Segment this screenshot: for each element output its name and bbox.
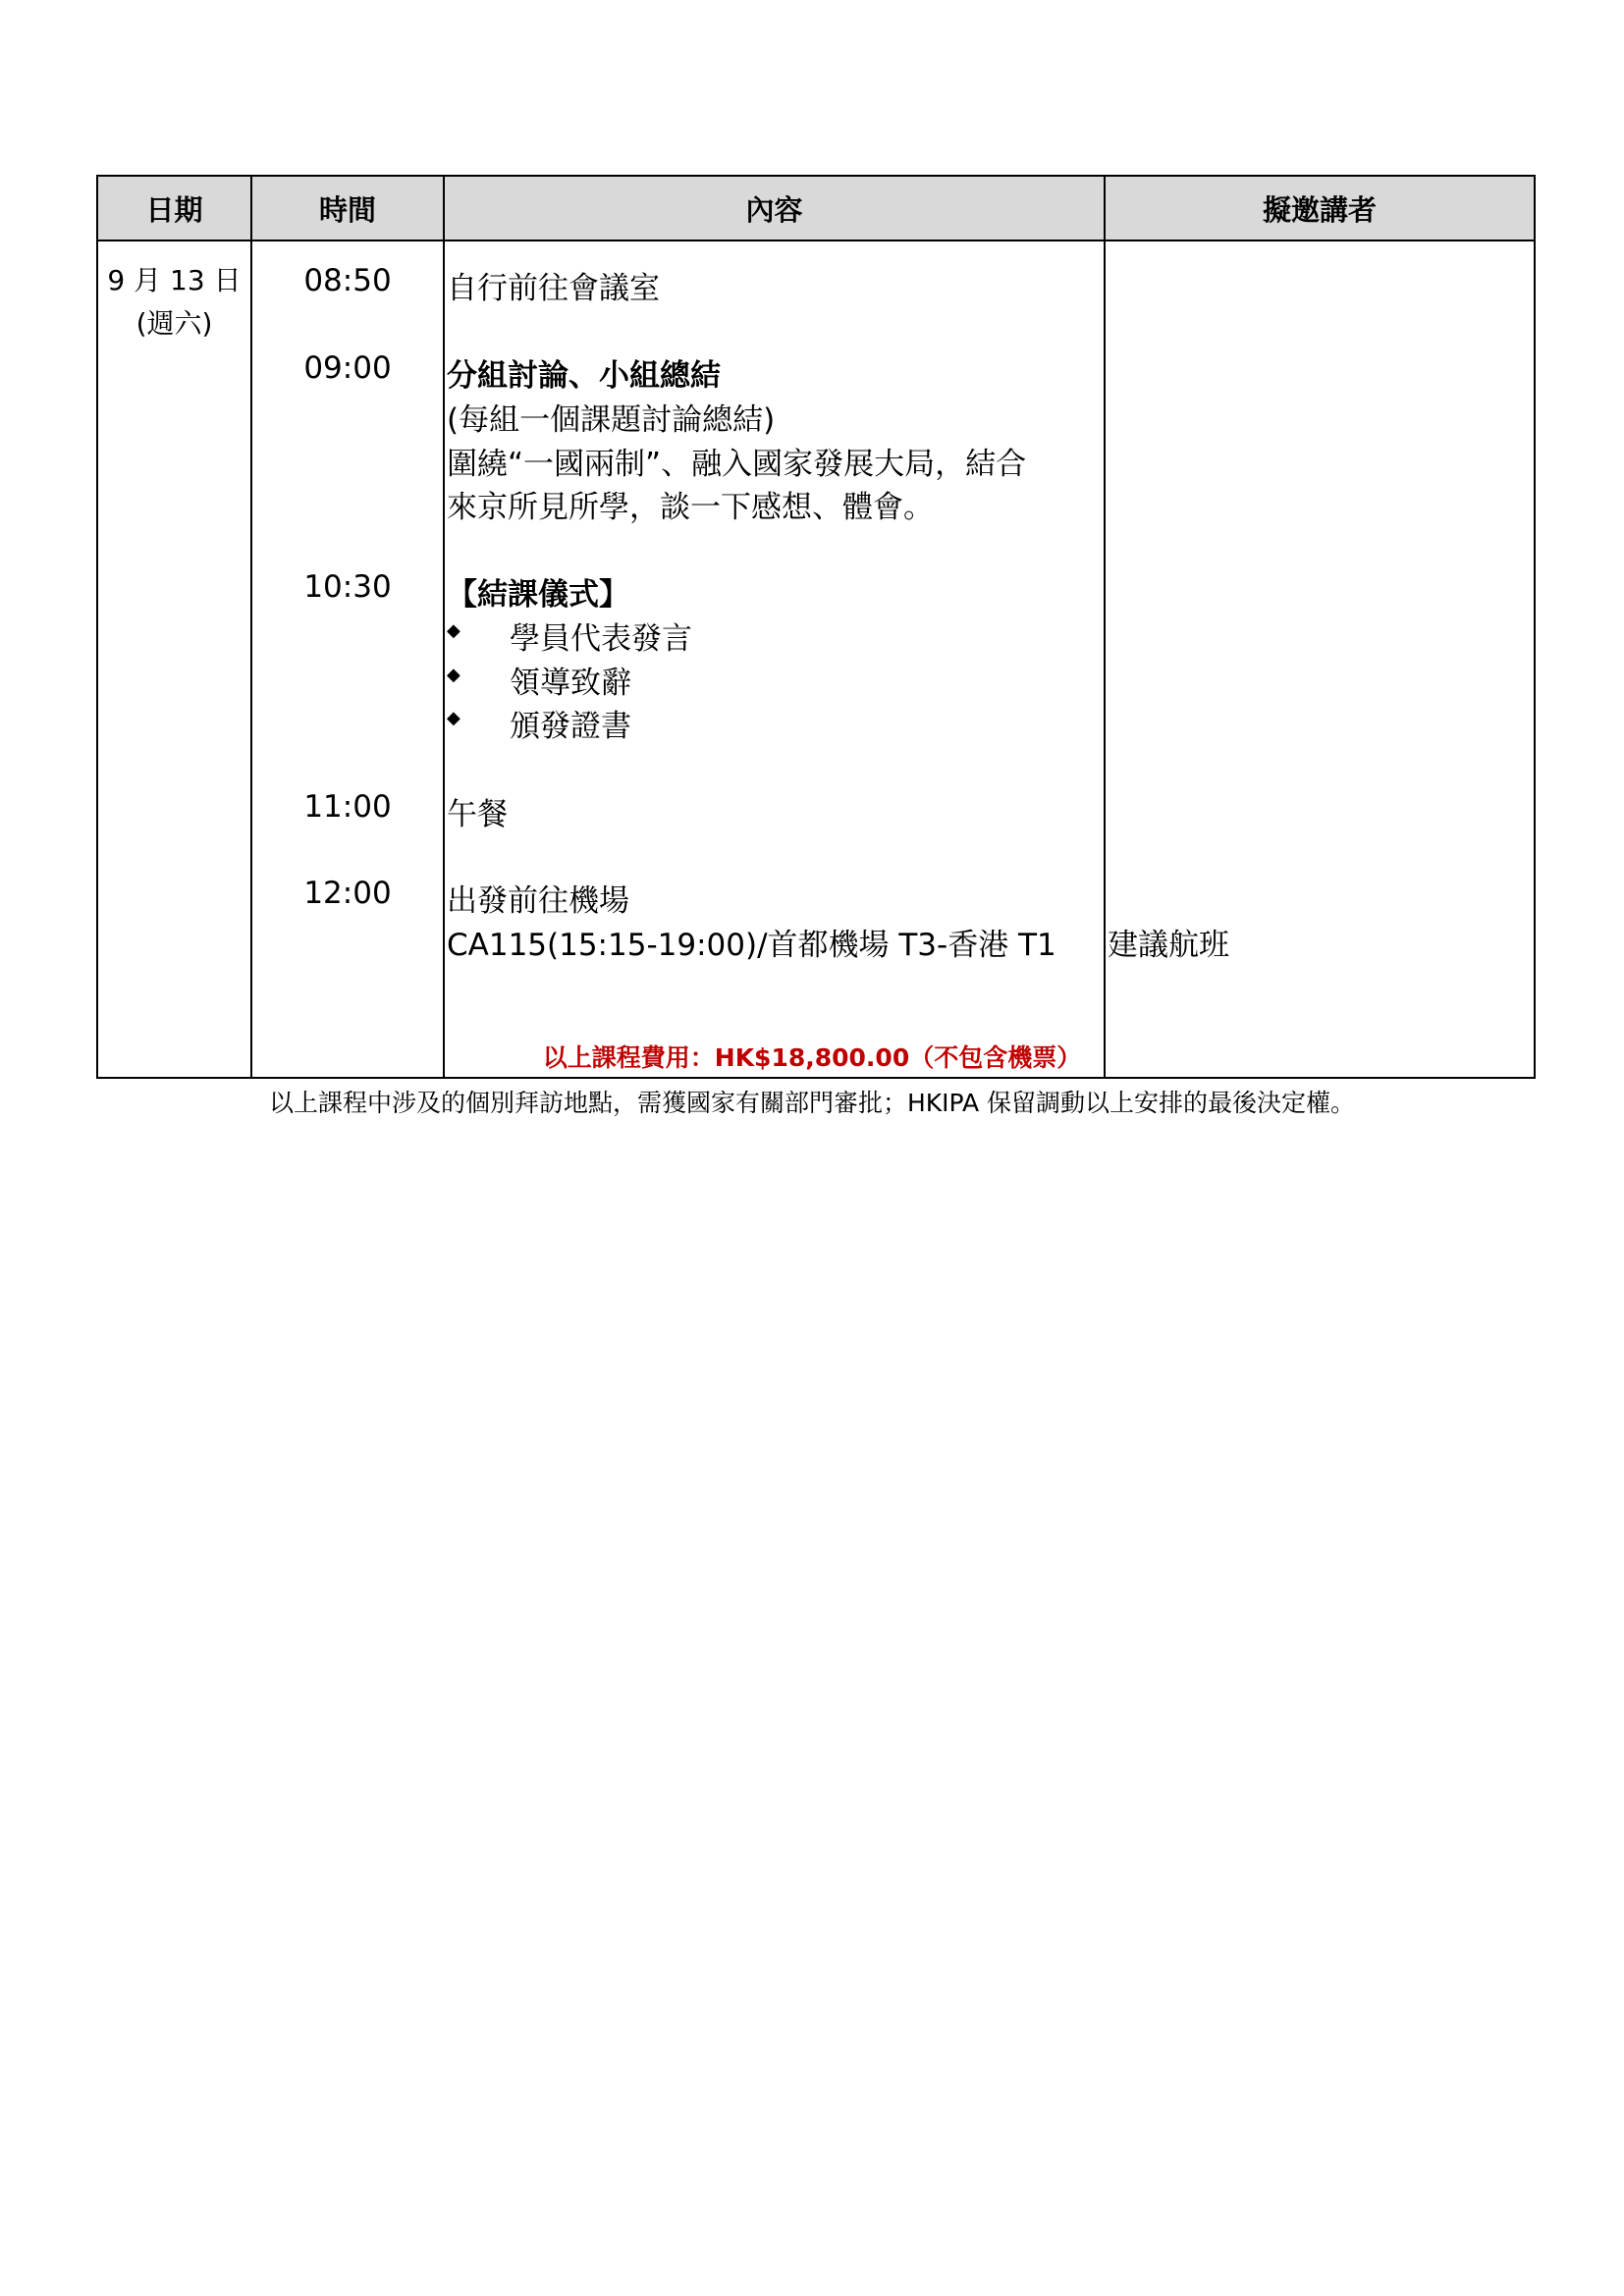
item-to-airport: 出發前往機場: [447, 883, 629, 919]
header-time: 時間: [251, 176, 444, 240]
item-go-to-meeting-room: 自行前往會議室: [447, 271, 660, 306]
time-0850: 08:50: [303, 263, 392, 298]
item-group-discussion-line-1: (每組一個課題討論總結): [447, 402, 776, 438]
time-1030: 10:30: [303, 569, 392, 605]
header-date: 日期: [97, 176, 251, 240]
item-closing-ceremony-title: 【結課儀式】: [447, 577, 629, 613]
bullet-icon: ◆: [447, 620, 460, 641]
item-flight-details: CA115(15:15-19:00)/首都機場 T3-香港 T1: [447, 928, 1056, 963]
bullet-icon: ◆: [447, 708, 460, 728]
disclaimer-note: 以上課程中涉及的個別拜訪地點，需獲國家有關部門審批；HKIPA 保留調動以上安排的最後決定權。: [268, 1089, 1356, 1117]
item-group-discussion-line-2: 圍繞“一國兩制”、融入國家發展大局，結合: [447, 447, 1027, 482]
bullet-item-certificates: 頒發證書: [510, 709, 631, 744]
bullet-item-student-speech: 學員代表發言: [510, 621, 692, 657]
bullet-item-leader-address: 領導致辭: [510, 666, 631, 701]
table-header-row: [97, 176, 1535, 240]
date-cell: [97, 240, 251, 1078]
schedule-table: [96, 175, 1536, 1079]
time-0900: 09:00: [303, 350, 392, 386]
time-cell: [251, 240, 444, 1078]
bullet-icon: ◆: [447, 665, 460, 685]
course-fee-text: 以上課程費用：HK$18,800.00（不包含機票）: [542, 1043, 1082, 1072]
time-1100: 11:00: [303, 789, 392, 825]
header-content: 內容: [444, 176, 1105, 240]
weekday-text: (週六): [135, 307, 213, 340]
speaker-cell: [1105, 240, 1535, 1078]
item-lunch: 午餐: [447, 797, 508, 832]
content-cell: [444, 240, 1105, 1078]
time-1200: 12:00: [303, 876, 392, 911]
table-row: [97, 240, 1535, 1078]
item-group-discussion-title: 分組討論、小組總結: [447, 358, 721, 394]
header-speaker: 擬邀講者: [1105, 176, 1535, 240]
suggested-flight-label: 建議航班: [1108, 928, 1229, 963]
date-text: 9 月 13 日: [107, 264, 242, 296]
item-group-discussion-line-3: 來京所見所學，談一下感想、體會。: [447, 490, 934, 525]
